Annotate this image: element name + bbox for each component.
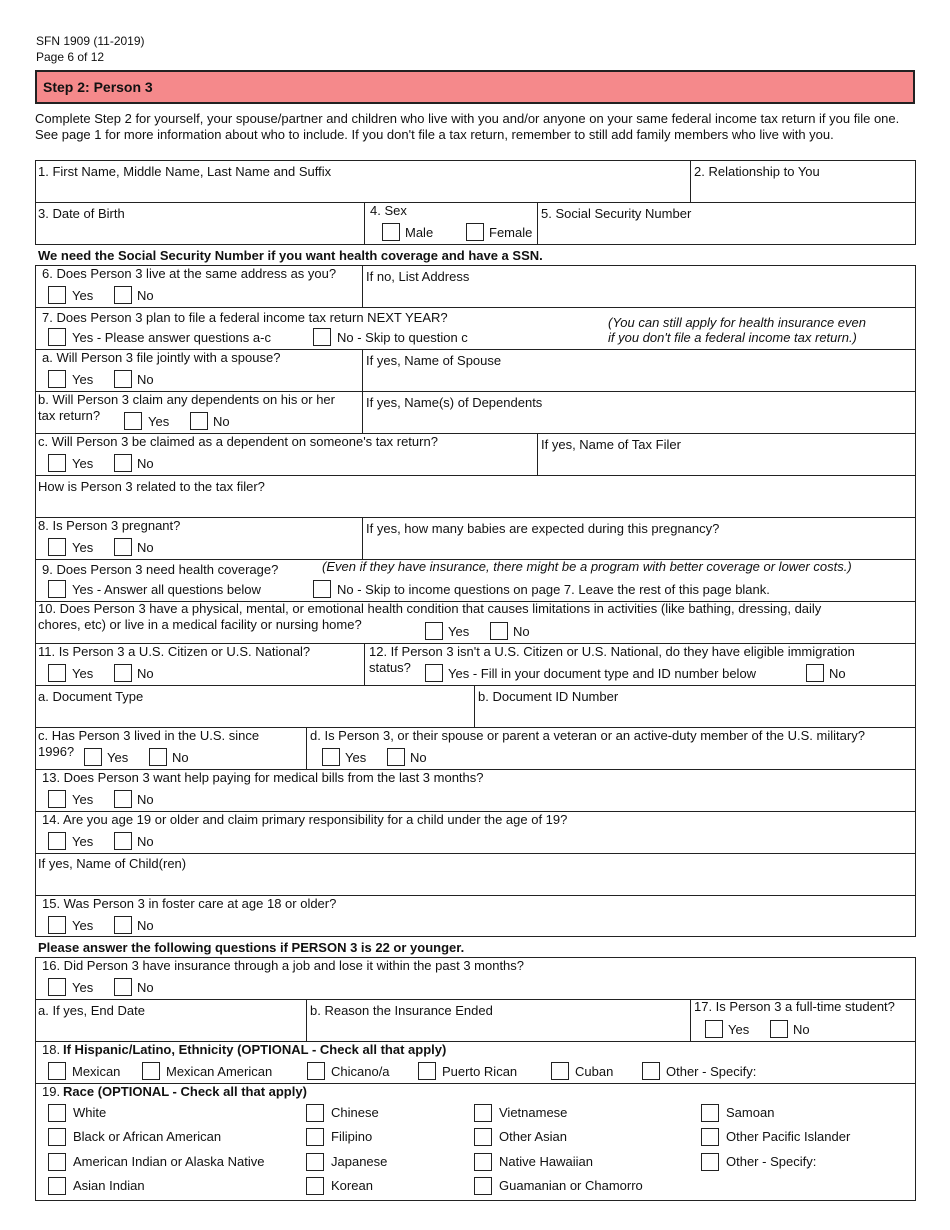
q12c-no-label: No (172, 750, 189, 765)
q16-no-checkbox[interactable] (114, 978, 132, 996)
q7b-yes-checkbox[interactable] (124, 412, 142, 430)
q2-label: 2. Relationship to You (694, 164, 820, 179)
q11-yes-checkbox[interactable] (48, 664, 66, 682)
q12c-yes-label: Yes (107, 750, 129, 765)
q9-yes-checkbox[interactable] (48, 580, 66, 598)
q3-label: 3. Date of Birth (38, 206, 125, 221)
q9-label: 9. Does Person 3 need health coverage? (42, 562, 279, 577)
q9-no-label: No - Skip to income questions on page 7. Leave the rest of this page blank. (337, 582, 770, 597)
q17-yes-label: Yes (728, 1022, 750, 1037)
doc-id-label: b. Document ID Number (478, 689, 619, 704)
q13-yes-label: Yes (72, 792, 94, 807)
q12-no-label: No (829, 666, 846, 681)
q13-no-label: No (137, 792, 154, 807)
ethnicity-option-label: Chicano/a (331, 1064, 390, 1079)
q19-label: Race (OPTIONAL - Check all that apply) (63, 1084, 307, 1099)
race-checkbox[interactable] (701, 1104, 719, 1122)
race-option-label: Asian Indian (73, 1178, 145, 1193)
q6-no-checkbox[interactable] (114, 286, 132, 304)
doc-type-label: a. Document Type (38, 689, 144, 704)
q7a-yes-label: Yes (72, 372, 94, 387)
q14-yes-label: Yes (72, 834, 94, 849)
race-checkbox[interactable] (474, 1104, 492, 1122)
race-checkbox[interactable] (306, 1128, 324, 1146)
q16-yes-label: Yes (72, 980, 94, 995)
q12c-label-2: 1996? (38, 744, 75, 759)
q6-yes-label: Yes (72, 288, 94, 303)
q14-label: 14. Are you age 19 or older and claim primary responsibility for a child under the age of 19? (42, 812, 568, 827)
female-checkbox[interactable] (466, 223, 484, 241)
form-id: SFN 1909 (11-2019) (36, 34, 145, 48)
race-checkbox[interactable] (306, 1177, 324, 1195)
q1-label: 1. First Name, Middle Name, Last Name and Suffix (38, 164, 332, 179)
q17-no-label: No (793, 1022, 810, 1037)
race-option-label: Other - Specify: (726, 1154, 817, 1169)
q15-yes-checkbox[interactable] (48, 916, 66, 934)
q12-yes-label: Yes - Fill in your document type and ID number below (448, 666, 757, 681)
q12d-no-label: No (410, 750, 427, 765)
q10-yes-label: Yes (448, 624, 470, 639)
children-label: If yes, Name of Child(ren) (38, 856, 187, 871)
q10-label-2: chores, etc) or live in a medical facility or nursing home? (38, 617, 362, 632)
ethnicity-checkbox[interactable] (642, 1062, 660, 1080)
q7-no-label: No - Skip to question c (337, 330, 468, 345)
q16-no-label: No (137, 980, 154, 995)
q14-no-checkbox[interactable] (114, 832, 132, 850)
q12d-no-checkbox[interactable] (387, 748, 405, 766)
ethnicity-option-label: Puerto Rican (442, 1064, 518, 1079)
q16a-label: a. If yes, End Date (38, 1003, 145, 1018)
q7c-yes-label: Yes (72, 456, 94, 471)
race-checkbox[interactable] (474, 1177, 492, 1195)
race-option-label: Black or African American (73, 1129, 222, 1144)
q7b-no-label: No (213, 414, 230, 429)
race-option-label: Native Hawaiian (499, 1154, 593, 1169)
race-checkbox[interactable] (701, 1128, 719, 1146)
ssn-note: We need the Social Security Number if you want health coverage and have a SSN. (38, 248, 543, 263)
q7b-yes-label: Yes (148, 414, 170, 429)
race-option-label: Filipino (331, 1129, 373, 1144)
q8-label: 8. Is Person 3 pregnant? (38, 518, 181, 533)
q10-label-1: 10. Does Person 3 have a physical, mental, or emotional health condition that causes limitations in activities (like bathing, dressing, daily (38, 601, 822, 616)
q6-address-label: If no, List Address (366, 269, 470, 284)
q13-label: 13. Does Person 3 want help paying for medical bills from the last 3 months? (42, 770, 484, 785)
q15-yes-label: Yes (72, 918, 94, 933)
under22-note: Please answer the following questions if PERSON 3 is 22 or younger. (38, 940, 465, 955)
q15-label: 15. Was Person 3 in foster care at age 18 or older? (42, 896, 337, 911)
race-checkbox[interactable] (701, 1153, 719, 1171)
race-checkbox[interactable] (48, 1128, 66, 1146)
q12d-label: d. Is Person 3, or their spouse or parent a veteran or an active-duty member of the U.S. military? (310, 728, 865, 743)
q8-yes-label: Yes (72, 540, 94, 555)
male-checkbox[interactable] (382, 223, 400, 241)
q17-no-checkbox[interactable] (770, 1020, 788, 1038)
race-option-label: Samoan (726, 1105, 775, 1120)
q12-label-1: 12. If Person 3 isn't a U.S. Citizen or U.S. National, do they have eligible immigration (369, 644, 855, 659)
ethnicity-checkbox[interactable] (551, 1062, 569, 1080)
race-option-label: White (73, 1105, 107, 1120)
q8-no-label: No (137, 540, 154, 555)
q14-yes-checkbox[interactable] (48, 832, 66, 850)
q12c-label-1: c. Has Person 3 lived in the U.S. since (38, 728, 260, 743)
q9-no-checkbox[interactable] (313, 580, 331, 598)
q9-note: (Even if they have insurance, there might be a program with better coverage or lower costs.) (322, 559, 852, 574)
q16-label: 16. Did Person 3 have insurance through a job and lose it within the past 3 months? (42, 958, 525, 973)
q11-yes-label: Yes (72, 666, 94, 681)
q7b-label-2: tax return? (38, 408, 101, 423)
q14-no-label: No (137, 834, 154, 849)
step-title-bar (35, 70, 915, 104)
q6-yes-checkbox[interactable] (48, 286, 66, 304)
q10-no-label: No (513, 624, 530, 639)
q8-no-checkbox[interactable] (114, 538, 132, 556)
q16b-label: b. Reason the Insurance Ended (310, 1003, 493, 1018)
race-checkbox[interactable] (474, 1153, 492, 1171)
q11-no-checkbox[interactable] (114, 664, 132, 682)
ethnicity-option-label: Mexican (72, 1064, 121, 1079)
q15-no-label: No (137, 918, 154, 933)
q11-label: 11. Is Person 3 a U.S. Citizen or U.S. National? (38, 644, 311, 659)
q7-yes-label: Yes - Please answer questions a-c (72, 330, 271, 345)
related-label: How is Person 3 related to the tax filer? (38, 479, 265, 494)
race-option-label: Korean (331, 1178, 373, 1193)
q7c-no-label: No (137, 456, 154, 471)
page-number: Page 6 of 12 (36, 50, 105, 64)
q7b-label-1: b. Will Person 3 claim any dependents on his or her (38, 392, 335, 407)
q7b-dependents-label: If yes, Name(s) of Dependents (366, 395, 543, 410)
race-option-label: Other Pacific Islander (726, 1129, 851, 1144)
q6-label: 6. Does Person 3 live at the same address as you? (42, 266, 337, 281)
ethnicity-checkbox[interactable] (142, 1062, 160, 1080)
q12c-no-checkbox[interactable] (149, 748, 167, 766)
q7a-yes-checkbox[interactable] (48, 370, 66, 388)
q8-yes-checkbox[interactable] (48, 538, 66, 556)
q7a-no-label: No (137, 372, 154, 387)
race-checkbox[interactable] (48, 1177, 66, 1195)
q6-no-label: No (137, 288, 154, 303)
race-option-label: Guamanian or Chamorro (499, 1178, 643, 1193)
female-label: Female (489, 225, 533, 240)
ethnicity-checkbox[interactable] (418, 1062, 436, 1080)
row-document (35, 685, 916, 728)
race-option-label: Japanese (331, 1154, 388, 1169)
q5-label: 5. Social Security Number (541, 206, 692, 221)
q12-label-2: status? (369, 660, 411, 675)
male-label: Male (405, 225, 434, 240)
ethnicity-checkbox[interactable] (307, 1062, 325, 1080)
q7c-label: c. Will Person 3 be claimed as a dependent on someone's tax return? (38, 434, 438, 449)
q17-yes-checkbox[interactable] (705, 1020, 723, 1038)
race-checkbox[interactable] (48, 1104, 66, 1122)
intro-text: Complete Step 2 for yourself, your spouse/partner and children who live with you and/or anyone on your same federal income tax return if you file one. See page 1 for more information about who to include. If you don't file a tax return, remember to still add family members who live with you. (35, 111, 900, 142)
q7b-no-checkbox[interactable] (190, 412, 208, 430)
q7-label: 7. Does Person 3 plan to file a federal income tax return NEXT YEAR? (42, 310, 448, 325)
q12d-yes-label: Yes (345, 750, 367, 765)
q7c-no-checkbox[interactable] (114, 454, 132, 472)
q12c-yes-checkbox[interactable] (84, 748, 102, 766)
q11-no-label: No (137, 666, 154, 681)
q4-label: 4. Sex (370, 203, 407, 218)
q7-note-1: (You can still apply for health insurance even (608, 315, 866, 330)
race-checkbox[interactable] (306, 1153, 324, 1171)
q18-number: 18. (42, 1042, 61, 1057)
q15-no-checkbox[interactable] (114, 916, 132, 934)
q7c-taxfiler-label: If yes, Name of Tax Filer (541, 437, 681, 452)
race-checkbox[interactable] (48, 1153, 66, 1171)
q7-yes-checkbox[interactable] (48, 328, 66, 346)
q7c-yes-checkbox[interactable] (48, 454, 66, 472)
q12-yes-checkbox[interactable] (425, 664, 443, 682)
q12d-yes-checkbox[interactable] (322, 748, 340, 766)
race-option-label: Chinese (331, 1105, 379, 1120)
q19-number: 19. (42, 1084, 61, 1099)
q7-note-2: if you don't file a federal income tax return.) (608, 330, 857, 345)
q7a-spouse-label: If yes, Name of Spouse (366, 353, 502, 368)
q13-yes-checkbox[interactable] (48, 790, 66, 808)
ethnicity-checkbox[interactable] (48, 1062, 66, 1080)
race-checkbox[interactable] (474, 1128, 492, 1146)
q7-no-checkbox[interactable] (313, 328, 331, 346)
q17-label: 17. Is Person 3 a full-time student? (694, 999, 895, 1014)
q8-babies-label: If yes, how many babies are expected during this pregnancy? (366, 521, 720, 536)
ethnicity-option-label: Other - Specify: (666, 1064, 757, 1079)
q7a-label: a. Will Person 3 file jointly with a spouse? (42, 350, 281, 365)
q16-yes-checkbox[interactable] (48, 978, 66, 996)
race-option-label: Other Asian (499, 1129, 567, 1144)
q10-no-checkbox[interactable] (490, 622, 508, 640)
q7a-no-checkbox[interactable] (114, 370, 132, 388)
q13-no-checkbox[interactable] (114, 790, 132, 808)
step-title: Step 2: Person 3 (43, 79, 153, 95)
q9-yes-label: Yes - Answer all questions below (72, 582, 261, 597)
race-checkbox[interactable] (306, 1104, 324, 1122)
q18-label: If Hispanic/Latino, Ethnicity (OPTIONAL - Check all that apply) (63, 1042, 447, 1057)
ethnicity-option-label: Cuban (575, 1064, 614, 1079)
ethnicity-option-label: Mexican American (166, 1064, 273, 1079)
race-option-label: American Indian or Alaska Native (73, 1154, 265, 1169)
race-option-label: Vietnamese (499, 1105, 568, 1120)
q12-no-checkbox[interactable] (806, 664, 824, 682)
q10-yes-checkbox[interactable] (425, 622, 443, 640)
